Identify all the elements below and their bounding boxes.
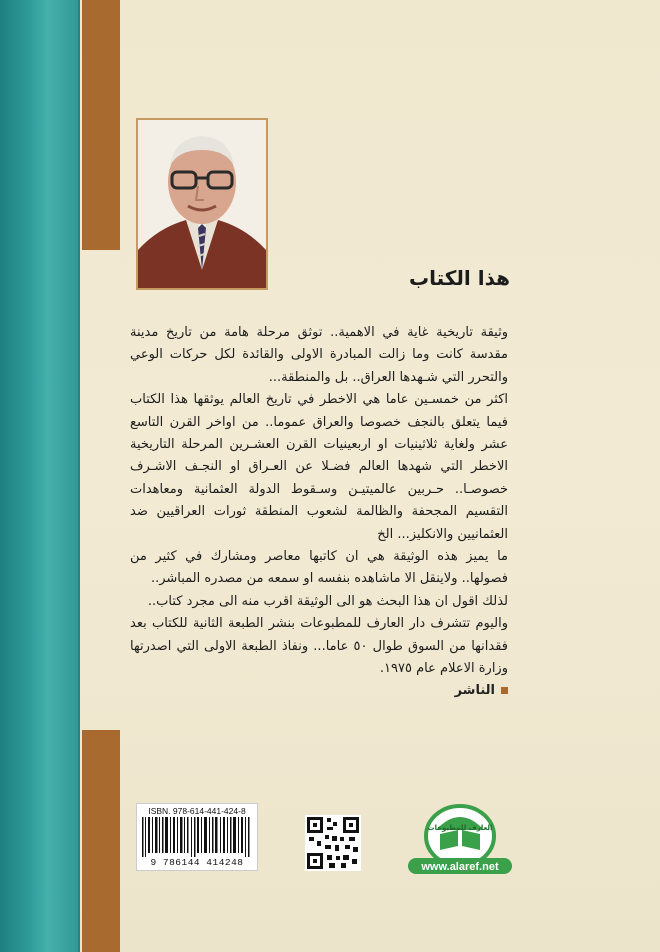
paragraph: اكثر من خمسـين عاما هي الاخطر في تاريخ العالم يوثقها هذا الكتاب فيما يتعلق بالنجف خصوصا والعراق عموما.. من اواخر القرن التاسع عشر ولغاية ثلاثينيات او اربعينيات القرن العشـرين المرحلة التاريخية الاخطر التي شهدها العالم فضـلا عن العـراق او النجـف الاشـرف خصوصـا.. حـربين عالميتيـن وسـقوط الدولة العثمانية ومعاهدات التقسيم المجحفة والظالمة لشعوب المنطقة ثورات العراقيين ضد العثمانيين والانكليز... الخ	[130, 392, 508, 542]
paragraph: ما يميز هذه الوثيقة هي ان كاتبها معاصر ومشارك في كثير من فصولها.. ولاينقل الا ماشاهده بنفسه او سمعه من مصدره المباشر..	[130, 549, 508, 587]
bullet-square-icon	[501, 687, 508, 694]
book-description	[130, 322, 508, 681]
section-heading: هذا الكتاب	[408, 266, 510, 290]
qr-code-icon	[305, 815, 361, 871]
accent-band-top	[82, 0, 120, 250]
isbn-number: 9 786144 414248	[150, 857, 244, 868]
book-spine	[0, 0, 80, 952]
author-photo	[136, 118, 268, 290]
publisher-logo-text: العارف للمطبوعات	[427, 824, 493, 832]
isbn-label: ISBN. 978-614-441-424-8	[148, 806, 246, 816]
paragraph: وثيقة تاريخية غاية في الاهمية.. توثق مرحلة هامة من تاريخ مدينة مقدسة كانت وما زالت المبادرة الاولى والقائدة لكل حركات الوعي والتحرر التي شـهدها العراق.. بل والمنطقة...	[130, 325, 508, 385]
qr-code[interactable]	[305, 815, 361, 871]
publisher-url[interactable]: www.alaref.net	[421, 861, 499, 873]
author-portrait-icon	[138, 120, 266, 288]
barcode-icon	[138, 817, 256, 857]
isbn-barcode	[136, 803, 258, 871]
paragraph: لذلك اقول ان هذا البحث هو الى الوثيقة اقرب منه الى مجرد كتاب..	[147, 593, 508, 609]
publisher-logo[interactable]	[404, 800, 516, 876]
accent-band-bottom	[82, 730, 120, 952]
publisher-signature: الناشر	[455, 683, 508, 698]
paragraph: واليوم تتشرف دار العارف للمطبوعات بنشر الطبعة الثانية للكتاب بعد فقدانها من السوق طوال ٥٠ عاما... ونفاذ الطبعة الاولى التي اصدرتها وزارة الاعلام عام ١٩٧٥.	[130, 616, 508, 677]
